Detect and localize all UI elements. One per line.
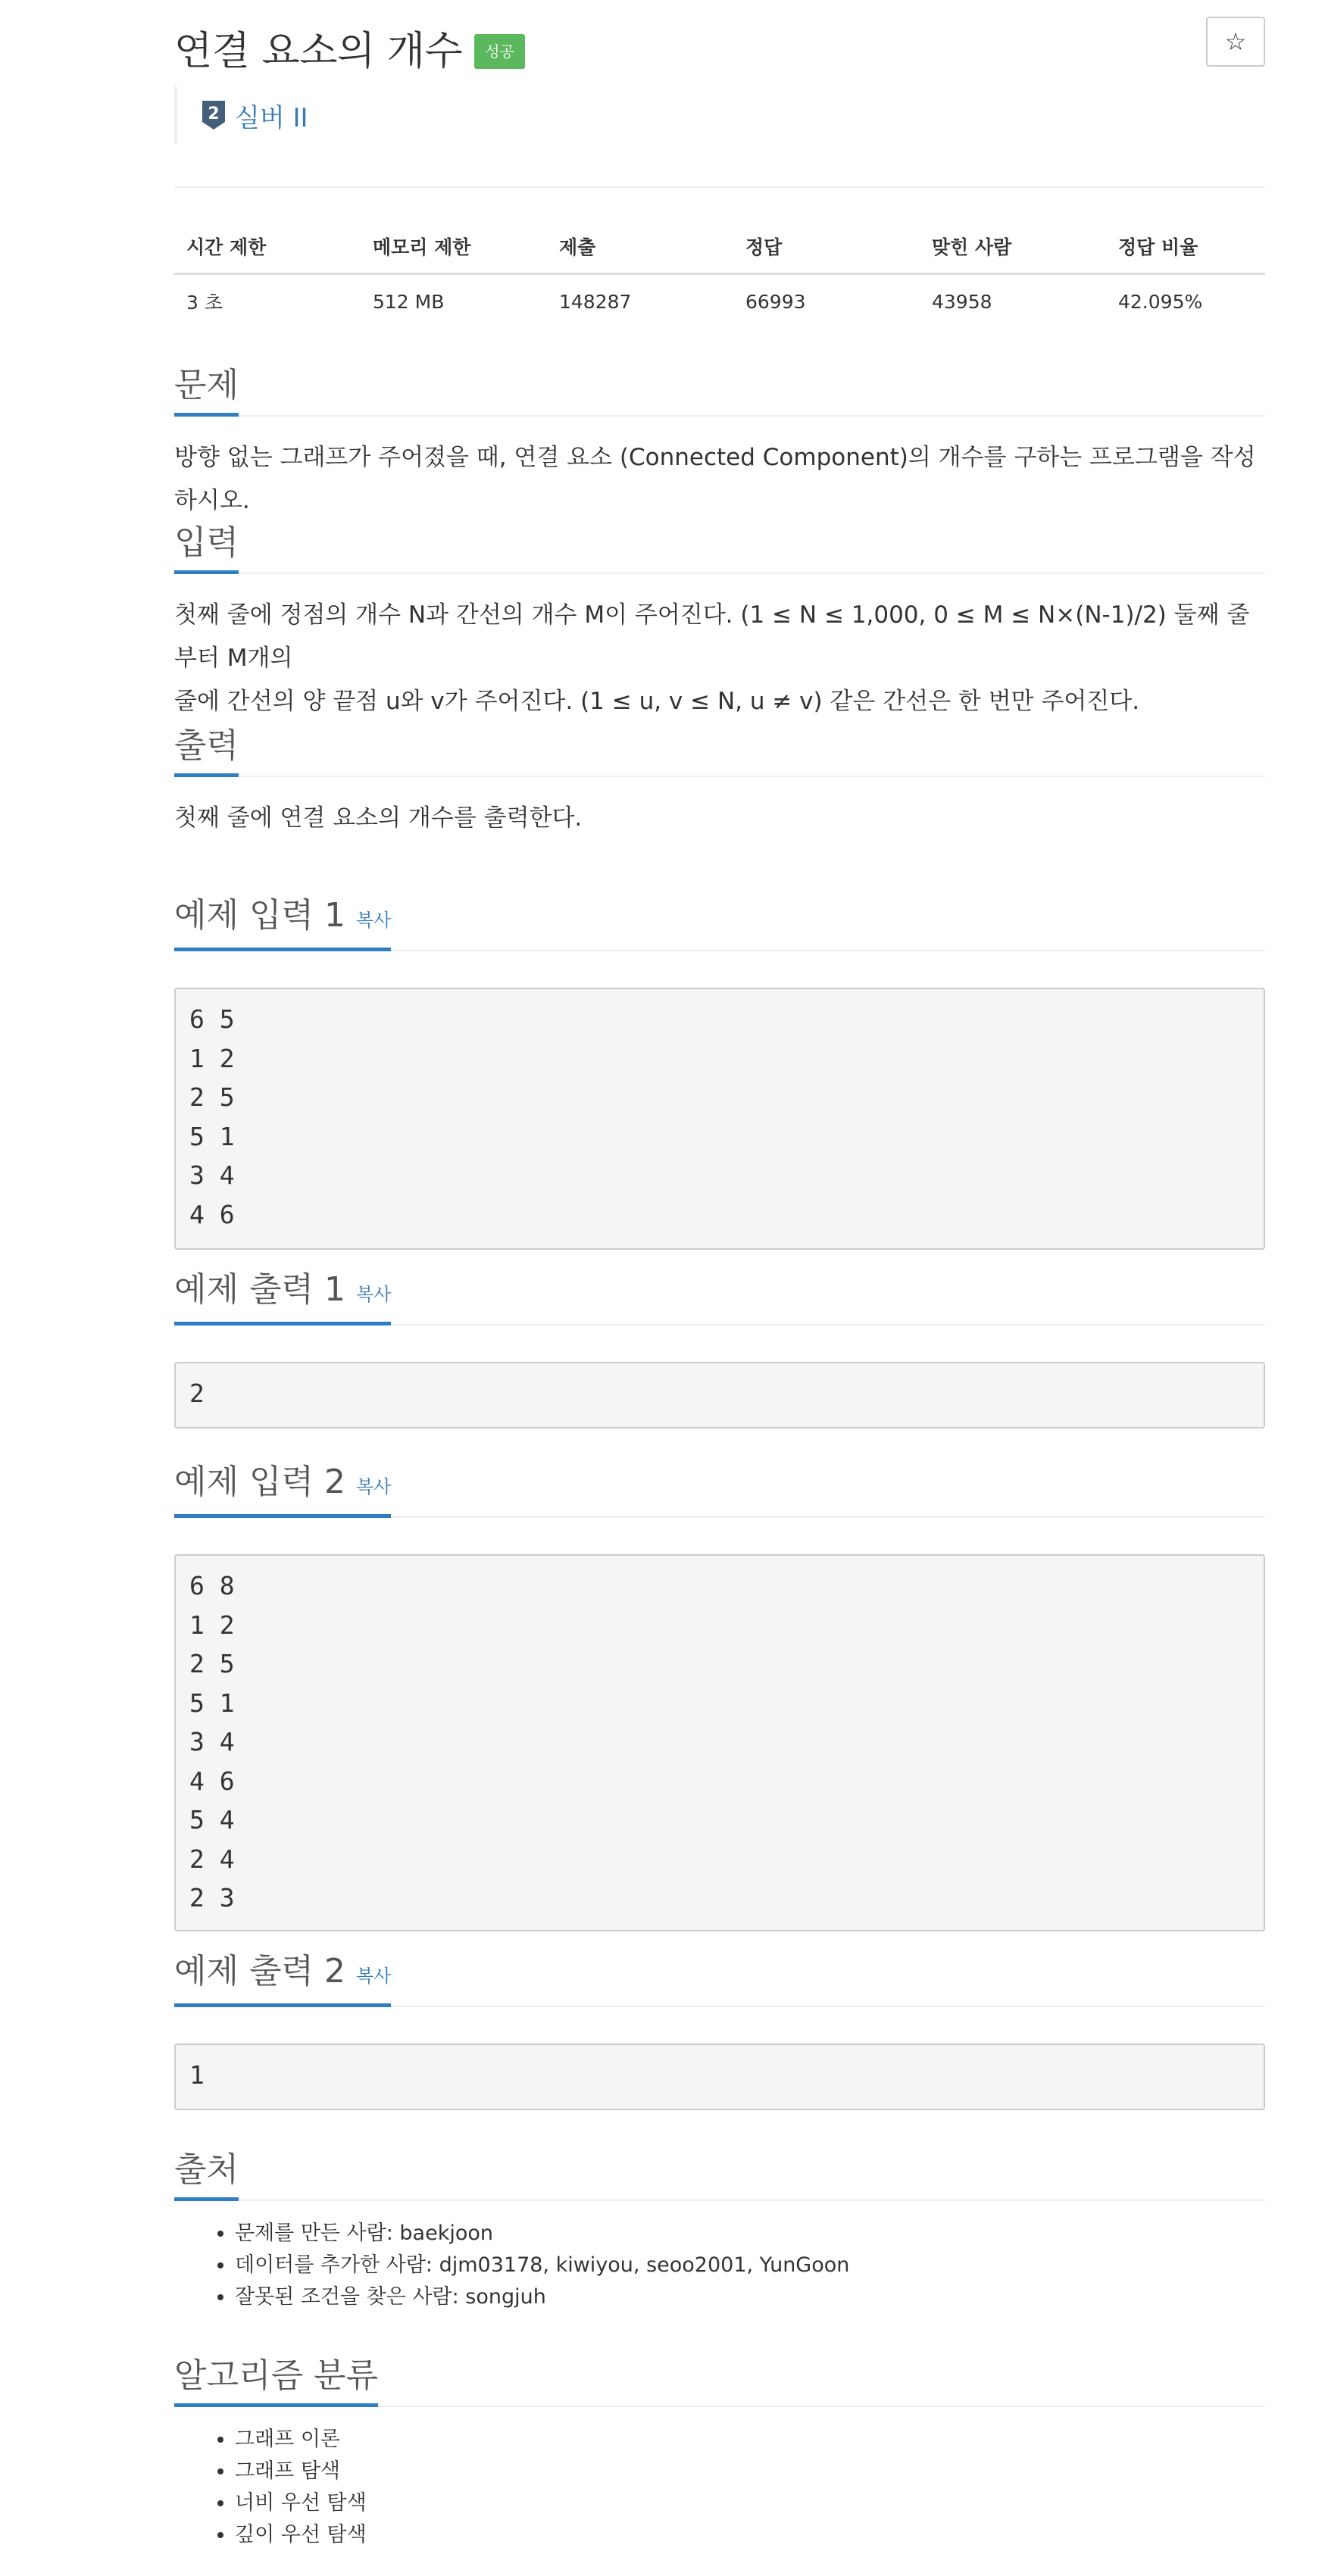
input-description-line: 줄에 간선의 양 끝점 u와 v가 주어진다. (1 ≤ u, v ≤ N, u ≠ v) 같은 간선은 한 번만 주어진다. (174, 688, 1140, 715)
sample-output-1-section (174, 1268, 1265, 1325)
sample-output-1-title: 예제 출력 1 복사 (174, 1266, 391, 1325)
copy-button[interactable]: 복사 (355, 1284, 392, 1305)
section-headline (174, 894, 1265, 951)
sample-input-2-title: 예제 입력 2 복사 (174, 1458, 391, 1518)
copy-button[interactable]: 복사 (355, 1966, 392, 1987)
solvers-value: 43958 (932, 290, 992, 313)
accept-rate-value: 42.095% (1118, 290, 1203, 313)
section-headline (174, 2144, 1265, 2201)
source-section (174, 2144, 1265, 2313)
error-finder-link[interactable]: songjuh (465, 2285, 546, 2309)
source-list (174, 2218, 1265, 2313)
sample-input-1-title: 예제 입력 1 복사 (174, 891, 391, 951)
sample-input-1-section (174, 894, 1265, 951)
algorithm-tag[interactable]: • 깊이 우선 탐색 (235, 2519, 1265, 2551)
sample-output-2-title: 예제 출력 2 복사 (174, 1947, 391, 2007)
tier-block (174, 86, 308, 144)
problem-section-title: 문제 (174, 361, 239, 417)
silver-tier-icon (200, 99, 227, 131)
header-memory-limit: 메모리 제한 (361, 220, 547, 274)
input-description (174, 594, 1265, 723)
output-section-title: 출력 (174, 722, 239, 777)
sample-input-2-section (174, 1460, 1265, 1518)
tier-level-number: 2 (208, 105, 220, 123)
input-description-line: 첫째 줄에 정점의 개수 N과 간선의 개수 M이 주어진다. (1 ≤ N ≤ 1,000, 0 ≤ M ≤ N×(N-1)/2) 둘째 줄부터 M개의 (174, 601, 1250, 672)
memory-limit-value: 512 MB (373, 290, 445, 313)
section-headline (174, 359, 1265, 417)
header-accept-rate: 정답 비율 (1106, 220, 1265, 274)
output-section (174, 720, 1265, 840)
header-solvers: 맞힌 사람 (920, 220, 1106, 274)
problem-author-link[interactable]: baekjoon (399, 2222, 494, 2245)
table-row (174, 274, 1265, 329)
algorithm-tag[interactable]: • 그래프 이론 (235, 2424, 1265, 2456)
source-section-title: 출처 (174, 2146, 239, 2201)
problem-info-table (174, 220, 1265, 328)
accepted-value: 66993 (745, 290, 806, 313)
header-submissions: 제출 (547, 220, 733, 274)
input-section (174, 517, 1265, 723)
algorithm-section (174, 2350, 1265, 2551)
sample-output-2[interactable]: 1 (174, 2044, 1265, 2110)
status-badge: 성공 (474, 34, 525, 69)
output-description: 첫째 줄에 연결 요소의 개수를 출력한다. (174, 804, 583, 832)
algorithm-tag-list (174, 2424, 1265, 2551)
algorithm-tag[interactable]: • 너비 우선 탐색 (235, 2487, 1265, 2519)
table-header-row (174, 220, 1265, 274)
favorite-star-button[interactable] (1206, 17, 1265, 67)
algorithm-tag[interactable]: • 그래프 탐색 (235, 2456, 1265, 2487)
section-headline (174, 1460, 1265, 1518)
sample-output-1[interactable]: 2 (174, 1362, 1265, 1429)
title-row (174, 17, 525, 77)
star-icon: ☆ (1224, 27, 1247, 56)
algorithm-section-title: 알고리즘 분류 (174, 2352, 378, 2407)
time-limit-value: 3 초 (186, 292, 223, 314)
divider (174, 186, 1265, 188)
problem-section (174, 359, 1265, 523)
copy-button[interactable]: 복사 (355, 910, 392, 931)
problem-title: 연결 요소의 개수 (174, 28, 463, 74)
list-item: • 데이터를 추가한 사람: djm03178, kiwiyou, seoo2001, YunGoon (235, 2250, 1265, 2281)
data-contributors-link[interactable]: djm03178, kiwiyou, seoo2001, YunGoon (439, 2253, 850, 2277)
sample-input-1[interactable]: 6 5 1 2 2 5 5 1 3 4 4 6 (174, 988, 1265, 1250)
section-headline (174, 720, 1265, 777)
section-headline (174, 1950, 1265, 2007)
section-headline (174, 517, 1265, 574)
section-headline (174, 2350, 1265, 2407)
tier-link[interactable]: 실버 II (235, 102, 308, 133)
problem-description: 방향 없는 그래프가 주어졌을 때, 연결 요소 (Connected Component)의 개수를 구하는 프로그램을 작성하시오. (174, 444, 1256, 514)
copy-button[interactable]: 복사 (355, 1476, 392, 1497)
header-time-limit: 시간 제한 (174, 220, 361, 274)
header-accepted: 정답 (733, 220, 920, 274)
list-item: • 잘못된 조건을 찾은 사람: songjuh (235, 2281, 1265, 2313)
sample-output-2-section (174, 1950, 1265, 2007)
input-section-title: 입력 (174, 519, 239, 574)
section-headline (174, 1268, 1265, 1325)
list-item: • 문제를 만든 사람: baekjoon (235, 2218, 1265, 2250)
submissions-value: 148287 (559, 290, 632, 313)
sample-input-2[interactable]: 6 8 1 2 2 5 5 1 3 4 4 6 5 4 2 4 2 3 (174, 1554, 1265, 1931)
